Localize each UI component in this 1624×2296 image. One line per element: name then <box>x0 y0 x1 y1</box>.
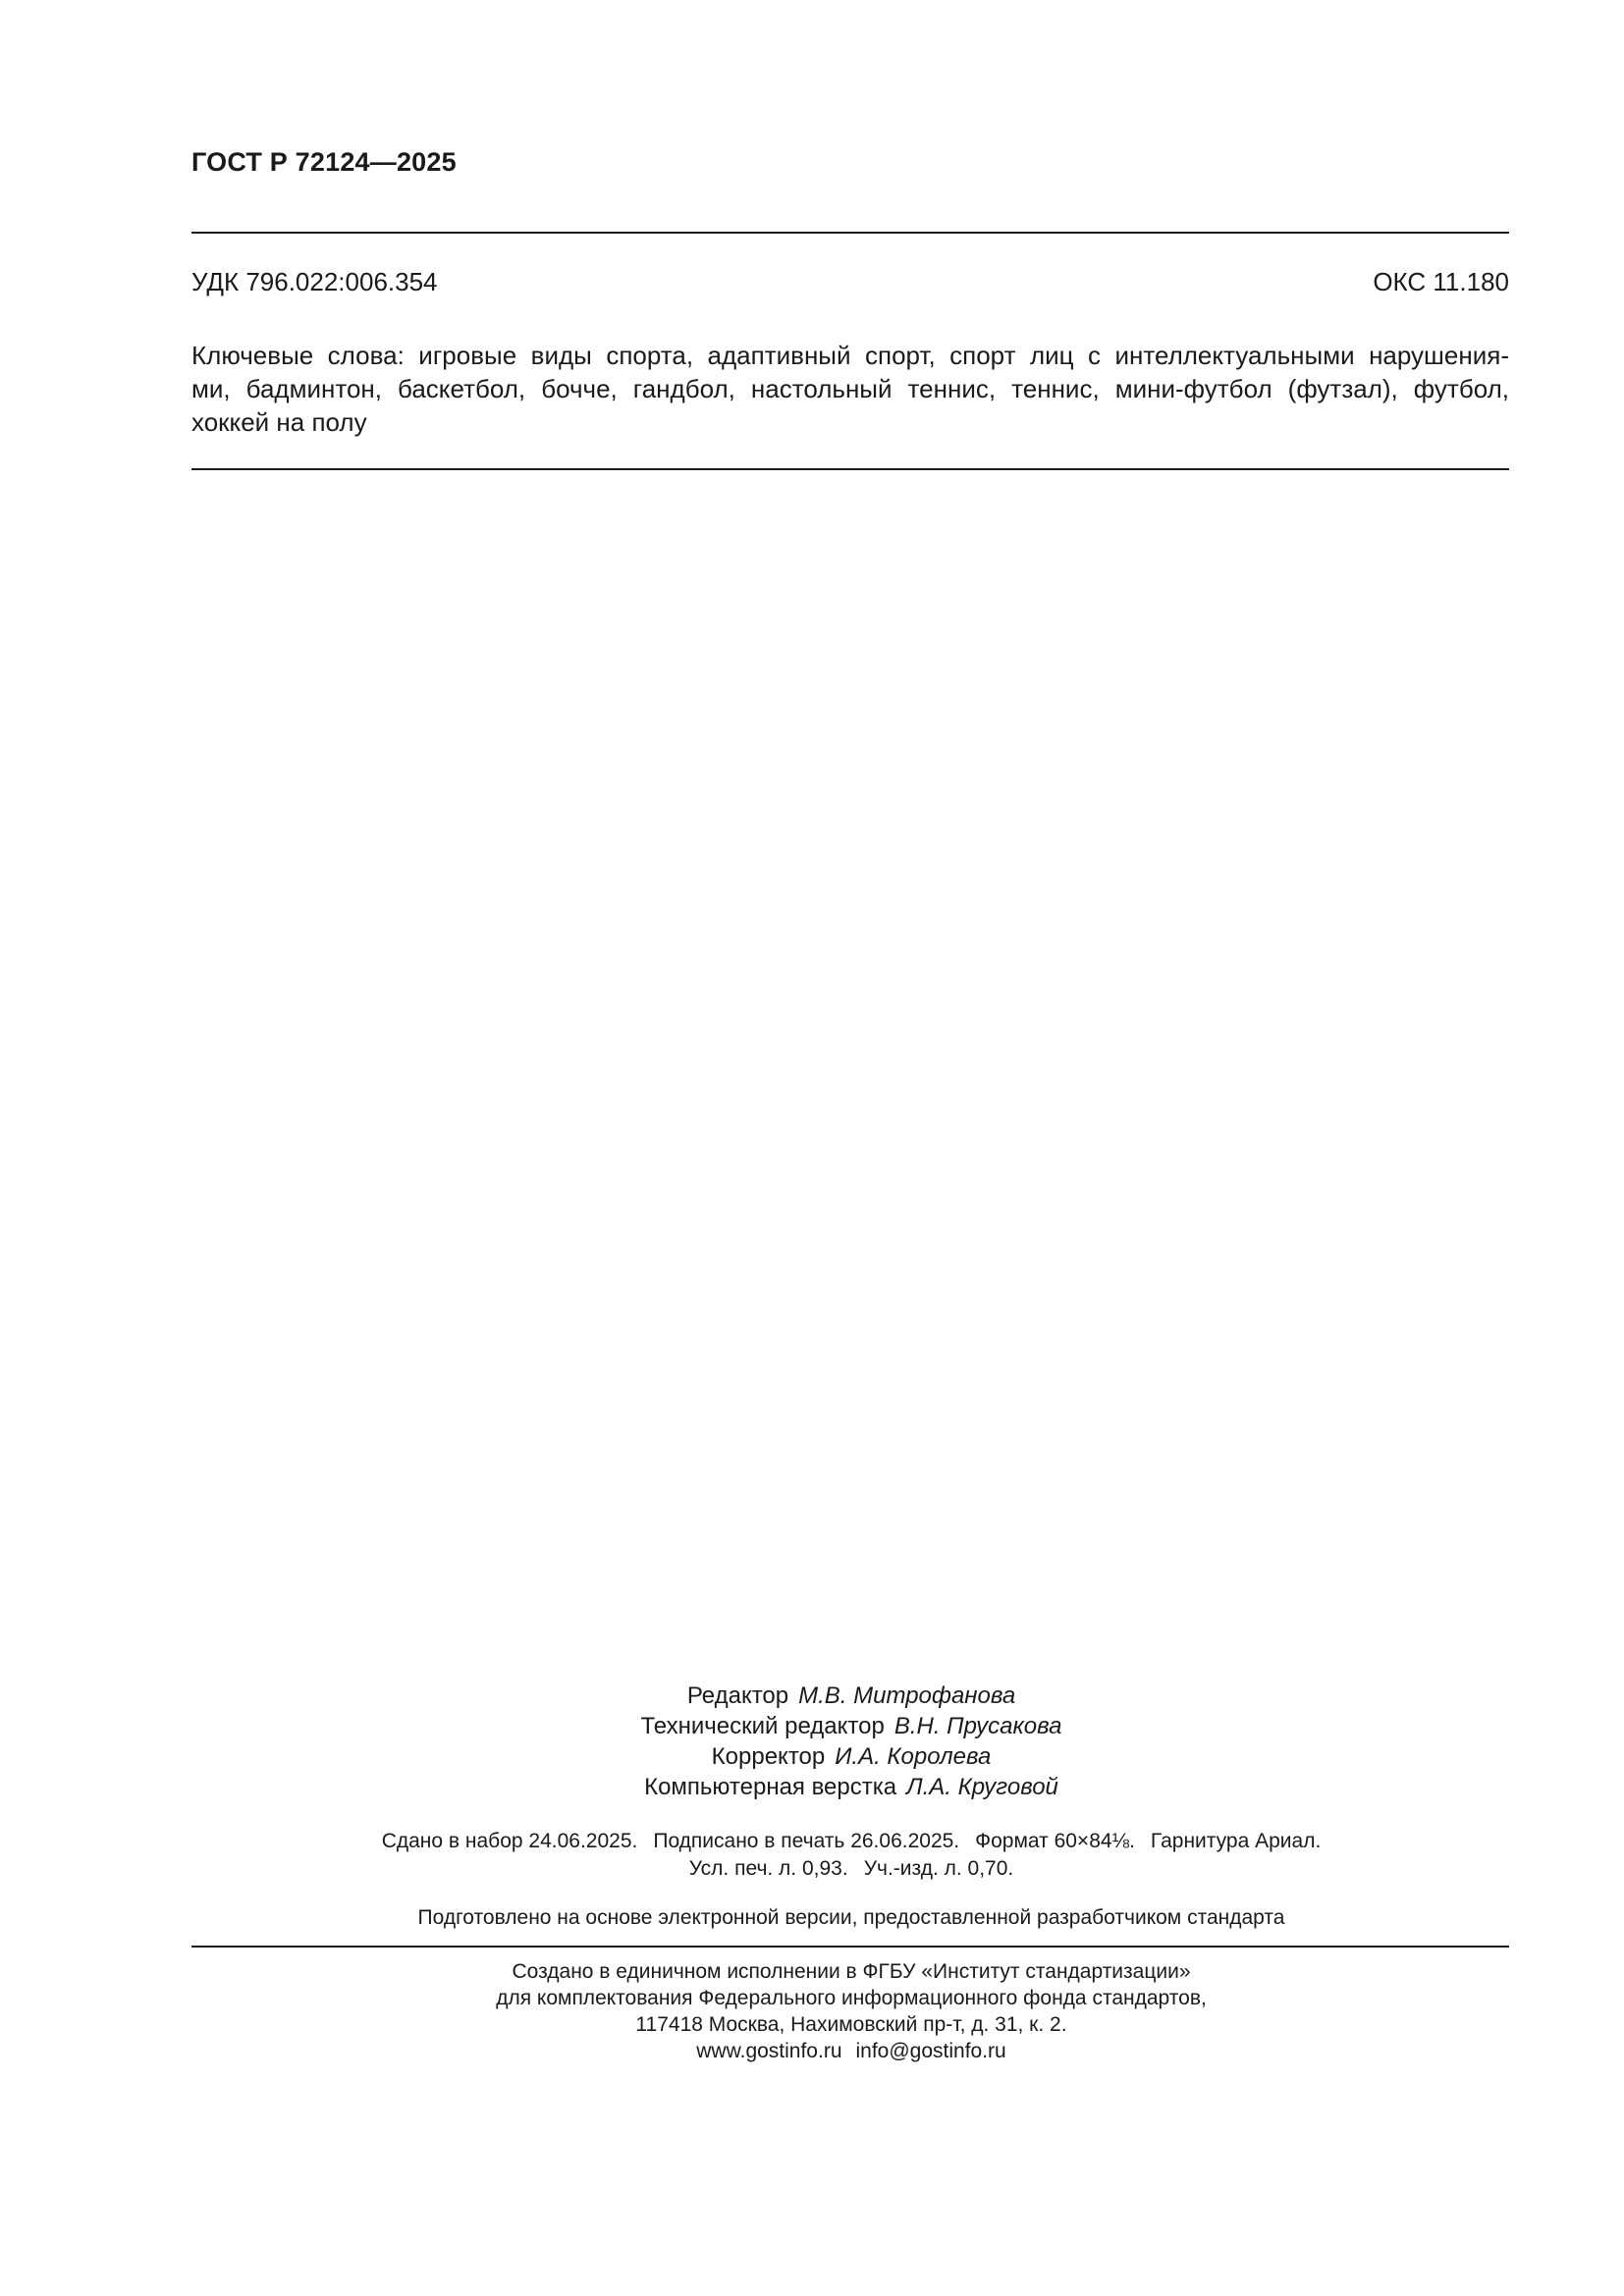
paper-format: Формат 60×84⅛. <box>975 1830 1135 1852</box>
printed-sheets: Усл. печ. л. 0,93. <box>688 1857 848 1880</box>
print-info-line-2 <box>0 1855 1624 1883</box>
print-info-line-1 <box>0 1828 1624 1855</box>
credit-role: Компьютерная верстка <box>644 1774 897 1800</box>
udk-code: УДК 796.022:006.354 <box>191 267 438 296</box>
credits-block <box>0 1681 1624 1802</box>
footer-address: 117418 Москва, Нахимовский пр-т, д. 31, к. 2. <box>635 2013 1067 2036</box>
standard-code: ГОСТ Р 72124—2025 <box>191 147 457 177</box>
keywords-line: хоккей на полу <box>191 407 367 437</box>
credit-role: Редактор <box>686 1682 789 1709</box>
footer-contacts <box>0 2038 1624 2064</box>
credit-role: Корректор <box>711 1743 826 1770</box>
typeface: Гарнитура Ариал. <box>1150 1830 1322 1852</box>
credit-name: М.В. Митрофанова <box>798 1682 1016 1709</box>
credit-editor <box>0 1681 1624 1711</box>
keywords-block <box>191 339 1509 439</box>
credit-layout <box>0 1772 1624 1802</box>
oks-code: ОКС 11.180 <box>1373 267 1509 296</box>
credit-name: В.Н. Прусакова <box>893 1713 1062 1739</box>
website-link[interactable]: www.gostinfo.ru <box>696 2040 842 2062</box>
credit-technical-editor <box>0 1711 1624 1741</box>
footer-line: для комплектования Федерального информационного фонда стандартов, <box>496 1987 1207 2009</box>
signed-date: Подписано в печать 26.06.2025. <box>653 1830 960 1852</box>
credit-role: Технический редактор <box>640 1713 885 1739</box>
classification-row <box>191 267 1509 297</box>
keywords-line: ми, бадминтон, баскетбол, бочче, гандбол, настольный теннис, теннис, мини-футбол (футзал), футбол, <box>191 374 1509 403</box>
keywords-line: Ключевые слова: игровые виды спорта, адаптивный спорт, спорт лиц с интеллектуальными нарушения- <box>191 341 1509 370</box>
publisher-sheets: Уч.-изд. л. 0,70. <box>863 1857 1014 1880</box>
prepared-note: Подготовлено на основе электронной версии, предоставленной разработчиком стандарта <box>417 1906 1285 1929</box>
top-divider <box>191 232 1509 234</box>
keywords-divider <box>191 468 1509 470</box>
email-link[interactable]: info@gostinfo.ru <box>855 2040 1006 2062</box>
credit-proofreader <box>0 1741 1624 1772</box>
footer-divider <box>191 1946 1509 1948</box>
credit-name: Л.А. Круговой <box>906 1774 1058 1800</box>
publisher-footer <box>0 1958 1624 2064</box>
print-info-block <box>0 1828 1624 1883</box>
typeset-date: Сдано в набор 24.06.2025. <box>381 1830 638 1852</box>
footer-line: Создано в единичном исполнении в ФГБУ «Институт стандартизации» <box>512 1960 1191 1983</box>
credit-name: И.А. Королева <box>835 1743 992 1770</box>
